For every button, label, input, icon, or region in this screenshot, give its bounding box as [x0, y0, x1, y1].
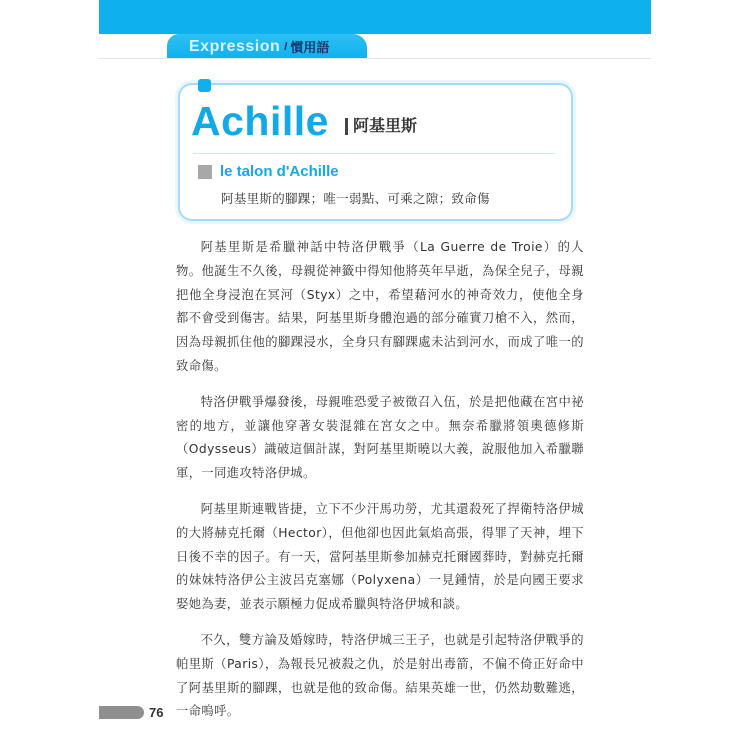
section-tab-english: Expression: [189, 37, 281, 55]
section-tab-slash: /: [284, 40, 288, 53]
bullet-square-icon: [198, 165, 212, 179]
body-paragraph: 特洛伊戰爭爆發後，母親唯恐愛子被徵召入伍，於是把他藏在宮中祕密的地方，並讓他穿著女裝混雜在宮女之中。無奈希臘將領奧德修斯（Odysseus）識破這個計謀，對阿基里斯曉以大義，說服他加入希臘聯軍，一同進攻特洛伊城。: [176, 394, 584, 481]
entry-title: Achille: [191, 98, 329, 144]
body-paragraph: 阿基里斯連戰皆捷，立下不少汗馬功勞，尤其還殺死了捍衛特洛伊城的大將赫克托爾（Hector），但他卻也因此氣焰高張，得罪了天神，埋下日後不幸的因子。有一天，當阿基里斯參加赫克托爾國葬時，對赫克托爾的妹妹特洛伊公主波呂克塞娜（Polyxena）一見鍾情，於是向國王要求娶她為妻，並表示願極力促成希臘與特洛伊城和談。: [176, 501, 584, 612]
body-paragraph: 不久，雙方論及婚嫁時，特洛伊城三王子，也就是引起特洛伊戰爭的帕里斯（Paris），為報長兄被殺之仇，於是射出毒箭，不偏不倚正好命中了阿基里斯的腳踝，也就是他的致命傷。結果英雄一世，仍然劫數難逃，一命嗚呼。: [176, 632, 584, 719]
header-divider: [99, 58, 651, 59]
card-marker-icon: [198, 79, 211, 92]
section-tab: [167, 34, 367, 59]
footer-tab: [99, 706, 144, 719]
body-paragraph: 阿基里斯是希臘神話中特洛伊戰爭（La Guerre de Troie）的人物。他誕生不久後，母親從神籤中得知他將英年早逝，為保全兒子，母親把他全身浸泡在冥河（Styx）之中，希望藉河水的神奇效力，使他全身都不會受到傷害。結果，阿基里斯身體泡過的部分確實刀槍不入，然而，因為母親抓住他的腳踝浸水，全身只有腳踝處未沾到河水，而成了唯一的致命傷。: [176, 240, 584, 373]
card-divider: [193, 153, 555, 154]
top-color-band: [99, 0, 651, 34]
expression-phrase: le talon d'Achille: [220, 163, 339, 180]
page-number: 76: [149, 705, 164, 720]
title-separator: [345, 118, 348, 135]
body-text: [176, 236, 584, 736]
section-tab-chinese: 慣用語: [290, 41, 330, 56]
expression-meaning: 阿基里斯的腳踝；唯一弱點、可乘之隙；致命傷: [221, 191, 490, 206]
entry-subtitle: 阿基里斯: [353, 116, 418, 135]
